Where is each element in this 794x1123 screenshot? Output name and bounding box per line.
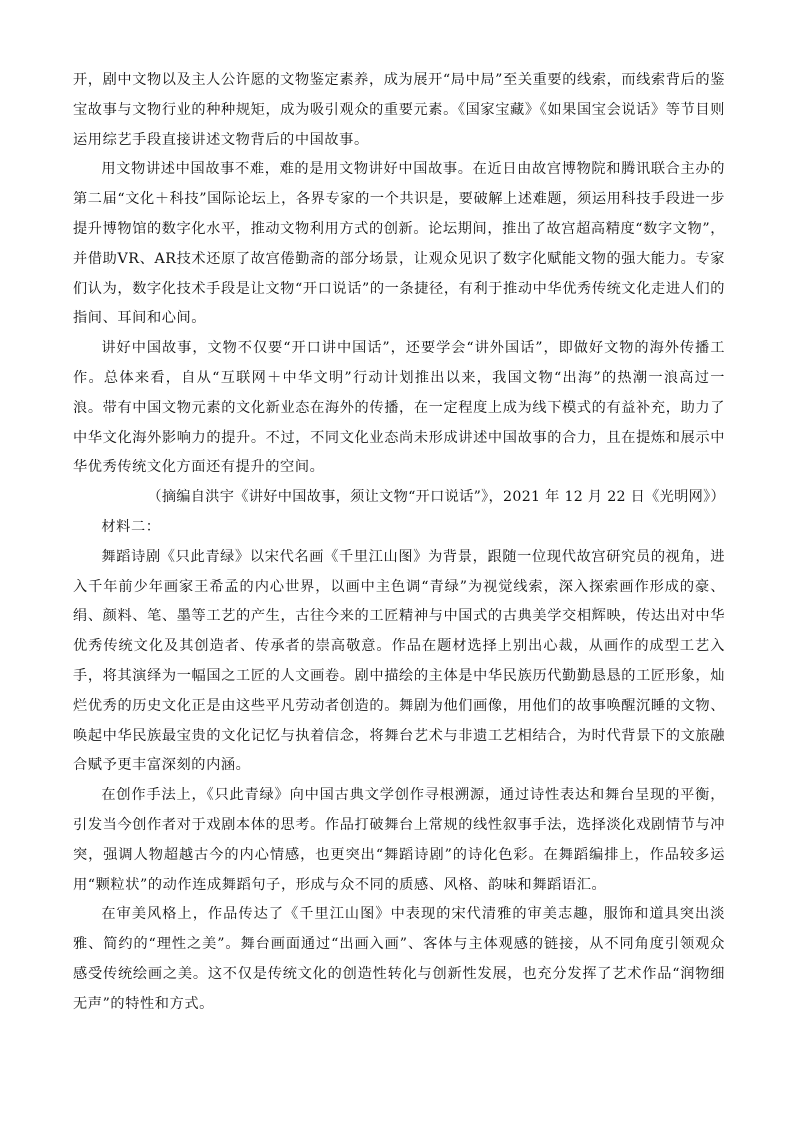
section-label: 材料二： [101,518,161,535]
paragraph-4: 舞蹈诗剧《只此青绿》以宋代名画《千里江山图》为背景，跟随一位现代故宫研究员的视角，进入千年前少年画家王希孟的内心世界，以画中主色调“青绿”为视觉线索，深入探索画作形成的豪、绢、颜料、笔、墨等工艺的产生，古往今来的工匠精神与中国式的古典美学交相辉映，传达出对中华优秀传统文化及其创造者、传承者的崇高敬意。作品在题材选择上别出心裁，从画作的成型工艺入手，将其演绎为一幅国之工匠的人文画卷。剧中描绘的主体是中华民族历代勤勤恳恳的工匠形象，灿烂优秀的历史文化正是由这些平凡劳动者创造的。舞剧为他们画像，用他们的故事唤醒沉睡的文物、唤起中华民族最宝贵的文化记忆与执着信念，将舞台艺术与非遗工艺相结合，为时代背景下的文旅融合赋予更丰富深刻的内涵。 [73,548,725,774]
source-citation: （摘编自洪宇《讲好中国故事，须让文物“开口说话”》，2021 年 12 月 22 日《光明网》） [147,489,725,506]
paragraph-1: 开，剧中文物以及主人公许愿的文物鉴定素养，成为展开“局中局”至关重要的线索，而线索背后的鉴宝故事与文物行业的种种规矩，成为吸引观众的重要元素。《国家宝藏》《如果国宝会说话》等节目则运用综艺手段直接讲述文物背后的中国故事。 [73,72,725,148]
paragraph-2: 用文物讲述中国故事不难，难的是用文物讲好中国故事。在近日由故宫博物院和腾讯联合主办的第二届“文化＋科技”国际论坛上，各界专家的一个共识是，要破解上述难题，须运用科技手段进一步提升博物馆的数字化水平，推动文物利用方式的创新。论坛期间，推出了故宫超高精度“数字文物”，并借助VR、AR技术还原了故宫倦勤斋的部分场景，让观众见识了数字化赋能文物的强大能力。专家们认为，数字化技术手段是让文物“开口说话”的一条捷径，有利于推动中华优秀传统文化走进人们的指间、耳间和心间。 [73,161,725,327]
paragraph-6: 在审美风格上，作品传达了《千里江山图》中表现的宋代清雅的审美志趣，服饰和道具突出淡雅、简约的“理性之美”。舞台画面通过“出画入画”、客体与主体观感的链接，从不同角度引领观众感受传统绘画之美。这不仅是传统文化的创造性转化与创新性发展，也充分发挥了艺术作品“润物细无声”的特性和方式。 [73,906,725,1012]
paragraph-5: 在创作手法上，《只此青绿》向中国古典文学创作寻根溯源，通过诗性表达和舞台呈现的平衡，引发当今创作者对于戏剧本体的思考。作品打破舞台上常规的线性叙事手法，选择淡化戏剧情节与冲突，强调人物超越古今的内心情感，也更突出“舞蹈诗剧”的诗化色彩。在舞蹈编排上，作品较多运用“颗粒状”的动作连成舞蹈句子，形成与众不同的质感、风格、韵味和舞蹈语汇。 [73,787,725,893]
paragraph-3: 讲好中国故事，文物不仅要“开口讲中国话”，还要学会“讲外国话”，即做好文物的海外传播工作。总体来看，自从“互联网＋中华文明”行动计划推出以来，我国文物“出海”的热潮一浪高过一浪。带有中国文物元素的文化新业态在海外的传播，在一定程度上成为线下模式的有益补充，助力了中华文化海外影响力的提升。不过，不同文化业态尚未形成讲述中国故事的合力，且在提炼和展示中华优秀传统文化方面还有提升的空间。 [73,340,725,476]
article-body [73,66,725,1020]
